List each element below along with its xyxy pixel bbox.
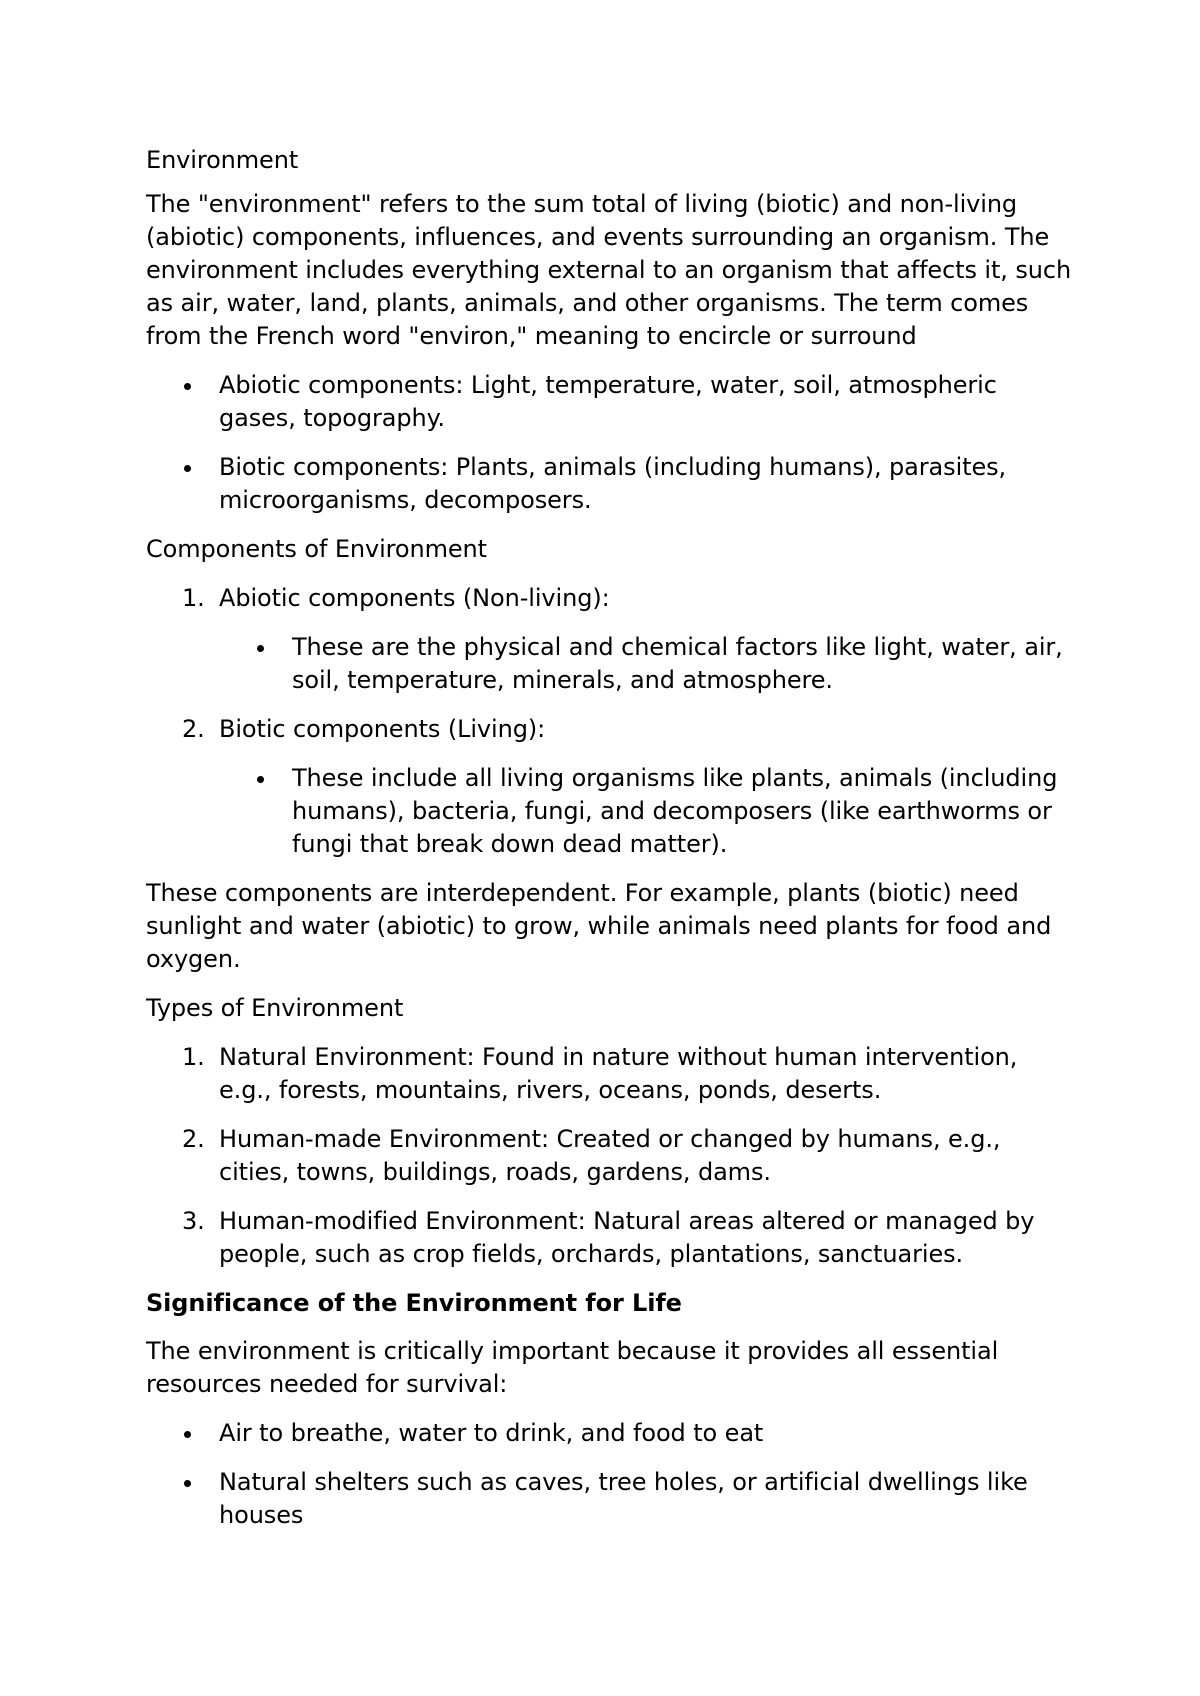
types-numbered-list (146, 1041, 1076, 1271)
list-item-text: Abiotic components (Non-living): (219, 584, 610, 612)
components-heading: Components of Environment (146, 535, 487, 563)
list-item (146, 582, 1076, 697)
list-item-text: Biotic components: Plants, animals (including humans), parasites, microorganisms, decomposers. (219, 453, 1007, 514)
list-number: 2. (182, 715, 205, 743)
list-number: 1. (182, 1043, 205, 1071)
components-numbered-list (146, 582, 1076, 861)
interdependence-paragraph: These components are interdependent. For example, plants (biotic) need sunlight and water (abiotic) to grow, while animals need plants for food and oxygen. (146, 879, 1052, 973)
list-item-text: Natural Environment: Found in nature without human intervention, e.g., forests, mountains, rivers, oceans, ponds, deserts. (219, 1043, 1018, 1104)
document-title: Environment (146, 146, 299, 174)
list-item-text: These include all living organisms like plants, animals (including humans), bacteria, fungi, and decomposers (like earthworms or fungi that break down dead matter). (292, 764, 1058, 858)
list-item (146, 1466, 1076, 1532)
list-item (219, 631, 1076, 697)
list-item (146, 1041, 1076, 1107)
list-item (146, 1417, 1076, 1450)
intro-bullet-list (146, 369, 1076, 517)
bullet-icon (184, 465, 191, 472)
types-heading: Types of Environment (146, 994, 404, 1022)
sub-bullet-list (219, 631, 1076, 697)
list-number: 2. (182, 1125, 205, 1153)
significance-bullet-list (146, 1417, 1076, 1532)
list-item (146, 451, 1076, 517)
bullet-icon (184, 383, 191, 390)
list-item (146, 1205, 1076, 1271)
list-item-text: Natural shelters such as caves, tree holes, or artificial dwellings like houses (219, 1468, 1028, 1529)
document-body (146, 144, 1076, 1548)
bullet-icon (257, 776, 264, 783)
list-item-text: Abiotic components: Light, temperature, water, soil, atmospheric gases, topography. (219, 371, 997, 432)
list-item-text: Human-made Environment: Created or changed by humans, e.g., cities, towns, buildings, roads, gardens, dams. (219, 1125, 1001, 1186)
list-number: 3. (182, 1207, 205, 1235)
list-item-text: Biotic components (Living): (219, 715, 546, 743)
intro-paragraph: The "environment" refers to the sum total of living (biotic) and non-living (abiotic) components, influences, and events surrounding an organism. The environment includes everything external to an organism that affects it, such as air, water, land, plants, animals, and other organisms. The term comes from the French word "environ," meaning to encircle or surround (146, 190, 1072, 350)
list-number: 1. (182, 584, 205, 612)
sub-bullet-list (219, 762, 1076, 861)
bullet-icon (184, 1480, 191, 1487)
list-item-text: These are the physical and chemical factors like light, water, air, soil, temperature, minerals, and atmosphere. (292, 633, 1063, 694)
list-item-text: Air to breathe, water to drink, and food to eat (219, 1419, 764, 1447)
list-item-text: Human-modified Environment: Natural areas altered or managed by people, such as crop fields, orchards, plantations, sanctuaries. (219, 1207, 1035, 1268)
list-item (219, 762, 1076, 861)
list-item (146, 1123, 1076, 1189)
significance-heading: Significance of the Environment for Life (146, 1289, 682, 1317)
list-item (146, 369, 1076, 435)
list-item (146, 713, 1076, 861)
bullet-icon (184, 1431, 191, 1438)
bullet-icon (257, 645, 264, 652)
significance-paragraph: The environment is critically important because it provides all essential resources needed for survival: (146, 1337, 999, 1398)
